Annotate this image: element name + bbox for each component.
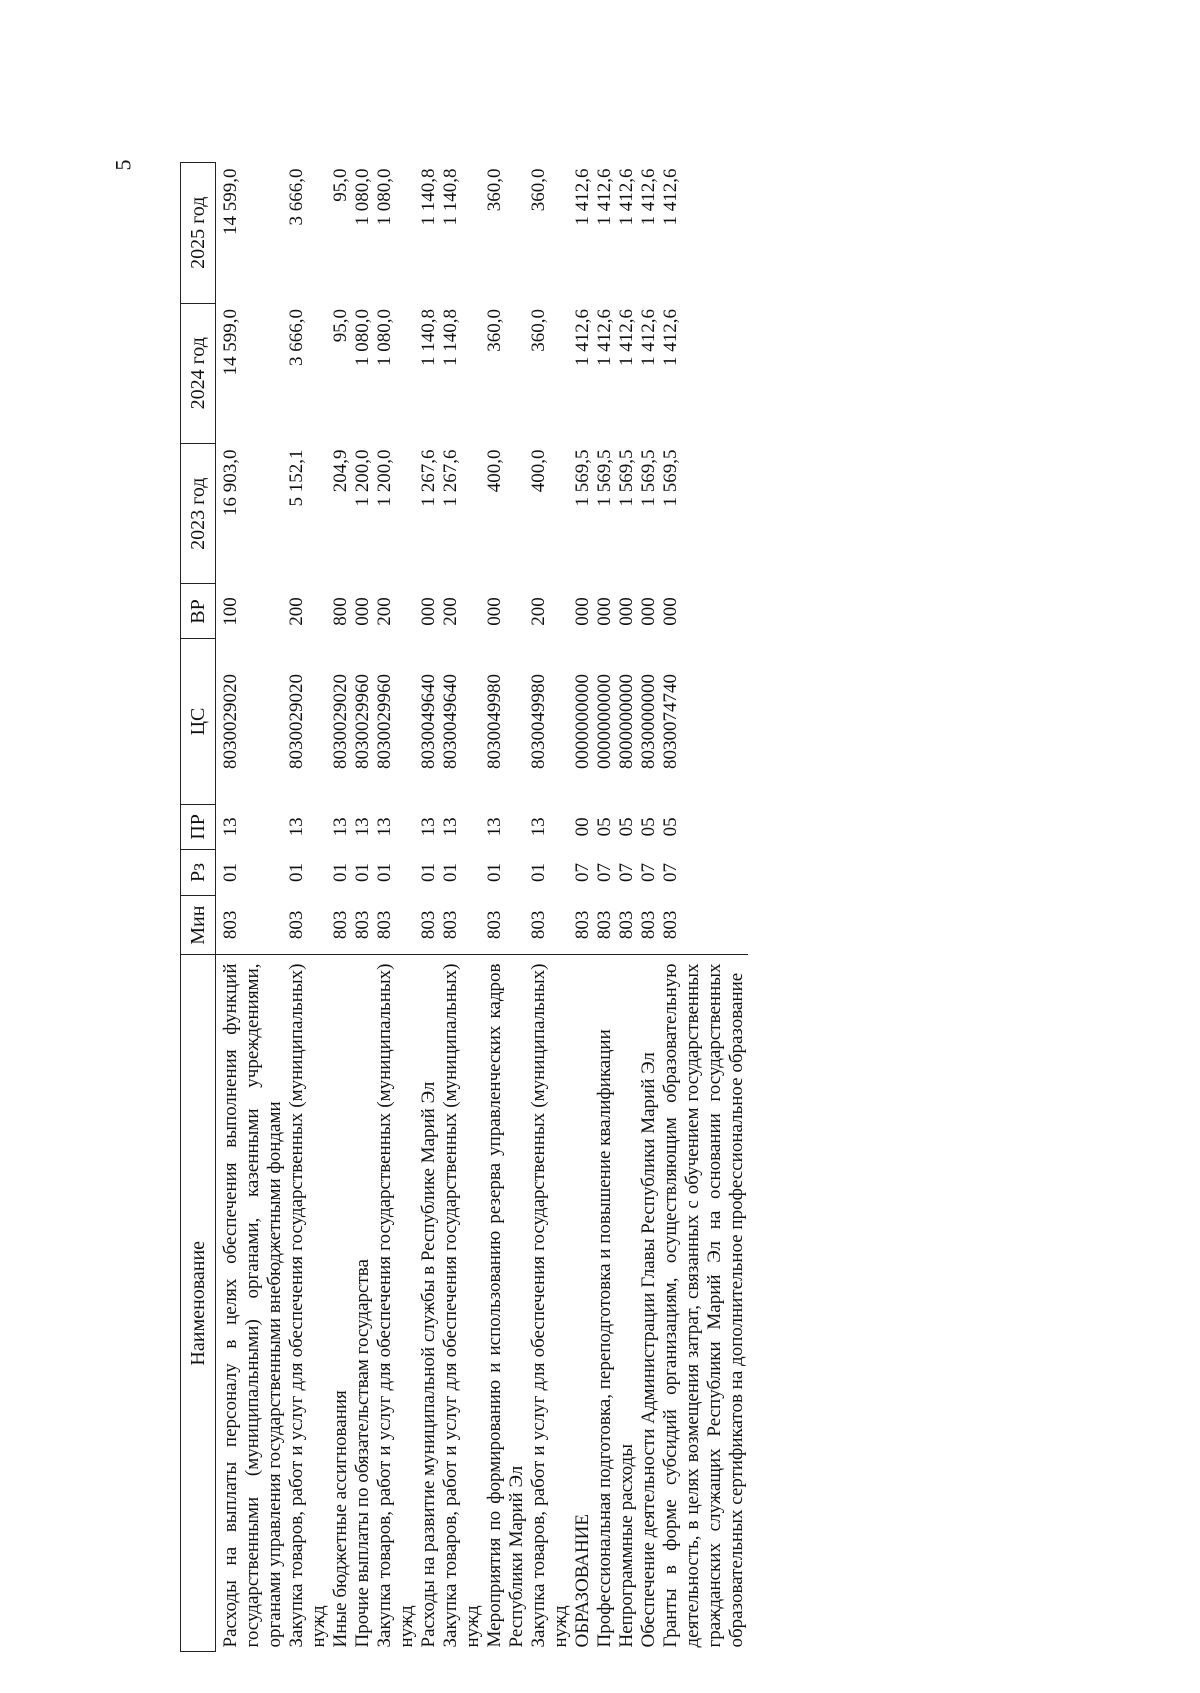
row-2025: 1 140,8 — [440, 168, 461, 226]
row-name: Непрограммные расходы — [616, 955, 638, 1652]
row-2025: 1 140,8 — [418, 168, 439, 226]
row-rz: 01 — [528, 863, 549, 882]
row-rz: 01 — [418, 863, 439, 882]
row-min: 803 — [572, 910, 593, 940]
row-2024: 14 599,0 — [220, 309, 241, 376]
row-cs: 8030049980 — [528, 674, 549, 770]
row-vr: 000 — [352, 597, 373, 626]
row-2023: 5 152,1 — [286, 449, 307, 507]
row-2025: 1 412,6 — [616, 168, 637, 226]
row-min: 803 — [418, 910, 439, 940]
row-rz: 01 — [440, 863, 461, 882]
table-row — [330, 163, 352, 1652]
table-row — [440, 163, 484, 1652]
row-pr: 05 — [594, 817, 615, 837]
row-2023: 1 267,6 — [418, 449, 439, 507]
row-2023: 1 569,5 — [594, 449, 615, 507]
header-vr: ВР — [181, 584, 216, 639]
row-2025: 1 412,6 — [572, 168, 593, 226]
row-vr: 000 — [616, 597, 637, 626]
table-row — [572, 163, 594, 1652]
header-pr: ПР — [181, 804, 216, 850]
row-2025: 360,0 — [528, 168, 549, 212]
row-pr: 13 — [418, 817, 439, 837]
row-2023: 1 200,0 — [374, 449, 395, 507]
row-2024: 1 412,6 — [660, 309, 681, 367]
table-header-row — [181, 163, 216, 1652]
row-2024: 1 412,6 — [594, 309, 615, 367]
row-name: Гранты в форме субсидий организациям, осуществляющим образовательную деятельность, в целях возмещения затрат, связанных с обучением государственных гражданских служащих Республики Марий Эл на основании государственных образовательных сертификатов на дополнительное профессиональное образование — [660, 955, 748, 1652]
row-rz: 07 — [594, 863, 615, 882]
table-row — [286, 163, 330, 1652]
row-cs: 8030074740 — [660, 674, 681, 770]
row-min: 803 — [352, 910, 373, 940]
row-2025: 95,0 — [330, 168, 351, 202]
row-cs: 8030049980 — [484, 674, 505, 770]
row-min: 803 — [638, 910, 659, 940]
row-pr: 13 — [528, 817, 549, 837]
header-rz: Рз — [181, 850, 216, 896]
table-row — [594, 163, 616, 1652]
row-min: 803 — [220, 910, 241, 940]
row-name: Расходы на выплаты персоналу в целях обеспечения выполнения функций государственными (муниципальными) органами, казенными учреждениями, органами управления государственными внебюджетными фондами — [216, 955, 287, 1652]
row-name: Закупка товаров, работ и услуг для обеспечения государственных (муниципальных) нужд — [440, 955, 484, 1652]
budget-table-wrapper — [180, 162, 960, 1652]
row-rz: 01 — [374, 863, 395, 882]
row-vr: 000 — [660, 597, 681, 626]
table-row — [660, 163, 748, 1652]
row-cs: 0000000000 — [572, 674, 593, 770]
table-row — [216, 163, 287, 1652]
table-row — [374, 163, 418, 1652]
row-2024: 1 412,6 — [638, 309, 659, 367]
row-vr: 200 — [440, 597, 461, 626]
row-2023: 1 569,5 — [660, 449, 681, 507]
row-pr: 00 — [572, 817, 593, 837]
row-2025: 360,0 — [484, 168, 505, 212]
row-2025: 1 412,6 — [638, 168, 659, 226]
row-vr: 000 — [638, 597, 659, 626]
row-min: 803 — [616, 910, 637, 940]
row-2025: 1 080,0 — [352, 168, 373, 226]
row-pr: 13 — [484, 817, 505, 837]
row-vr: 200 — [528, 597, 549, 626]
row-rz: 07 — [638, 863, 659, 882]
row-cs: 8030029020 — [220, 674, 241, 770]
row-name: Иные бюджетные ассигнования — [330, 955, 352, 1652]
header-name: Наименование — [181, 955, 216, 1652]
row-rz: 07 — [616, 863, 637, 882]
row-2023: 1 569,5 — [616, 449, 637, 507]
row-2023: 16 903,0 — [220, 449, 241, 516]
row-vr: 000 — [418, 597, 439, 626]
row-2024: 1 080,0 — [374, 309, 395, 367]
row-min: 803 — [286, 910, 307, 940]
row-name: ОБРАЗОВАНИЕ — [572, 955, 594, 1652]
page-number: 5 — [110, 159, 136, 171]
row-2023: 400,0 — [528, 449, 549, 493]
row-rz: 01 — [484, 863, 505, 882]
row-min: 803 — [374, 910, 395, 940]
row-name: Мероприятия по формированию и использованию резерва управленческих кадров Республики Марий Эл — [484, 955, 528, 1652]
row-2025: 3 666,0 — [286, 168, 307, 226]
row-rz: 01 — [352, 863, 373, 882]
row-pr: 13 — [286, 817, 307, 837]
row-cs: 0000000000 — [594, 674, 615, 770]
row-min: 803 — [594, 910, 615, 940]
row-2024: 1 412,6 — [572, 309, 593, 367]
header-cs: ЦС — [181, 639, 216, 804]
row-min: 803 — [440, 910, 461, 940]
row-vr: 200 — [374, 597, 395, 626]
row-2023: 1 569,5 — [572, 449, 593, 507]
header-2023: 2023 год — [181, 444, 216, 584]
row-cs: 8030049640 — [418, 674, 439, 770]
row-name: Расходы на развитие муниципальной службы в Республике Марий Эл — [418, 955, 440, 1652]
row-pr: 13 — [220, 817, 241, 837]
row-pr: 13 — [374, 817, 395, 837]
row-2024: 1 412,6 — [616, 309, 637, 367]
row-2024: 1 140,8 — [418, 309, 439, 367]
row-pr: 13 — [352, 817, 373, 837]
row-min: 803 — [528, 910, 549, 940]
row-pr: 05 — [616, 817, 637, 837]
row-2023: 400,0 — [484, 449, 505, 493]
row-rz: 01 — [330, 863, 351, 882]
header-2025: 2025 год — [181, 163, 216, 304]
row-cs: 8030029020 — [330, 674, 351, 770]
table-row — [638, 163, 660, 1652]
table-row — [352, 163, 374, 1652]
row-name: Обеспечение деятельности Администрации Главы Республики Марий Эл — [638, 955, 660, 1652]
row-cs: 8030049640 — [440, 674, 461, 770]
table-row — [528, 163, 572, 1652]
row-2023: 1 569,5 — [638, 449, 659, 507]
budget-table — [180, 162, 748, 1652]
header-min: Мин — [181, 895, 216, 955]
row-2024: 360,0 — [484, 309, 505, 352]
row-2024: 3 666,0 — [286, 309, 307, 367]
row-vr: 200 — [286, 597, 307, 626]
table-row — [484, 163, 528, 1652]
row-cs: 8030029960 — [352, 674, 373, 770]
row-rz: 07 — [660, 863, 681, 882]
row-vr: 000 — [572, 597, 593, 626]
row-min: 803 — [484, 910, 505, 940]
row-name: Прочие выплаты по обязательствам государства — [352, 955, 374, 1652]
row-name: Закупка товаров, работ и услуг для обеспечения государственных (муниципальных) нужд — [286, 955, 330, 1652]
table-row — [418, 163, 440, 1652]
row-2024: 1 140,8 — [440, 309, 461, 367]
row-rz: 01 — [286, 863, 307, 882]
row-cs: 8030029020 — [286, 674, 307, 770]
row-2023: 1 267,6 — [440, 449, 461, 507]
row-vr: 100 — [220, 597, 241, 626]
row-rz: 01 — [220, 863, 241, 882]
row-2025: 14 599,0 — [220, 168, 241, 235]
row-name: Закупка товаров, работ и услуг для обеспечения государственных (муниципальных) нужд — [374, 955, 418, 1652]
row-2024: 1 080,0 — [352, 309, 373, 367]
row-min: 803 — [330, 910, 351, 940]
row-cs: 8030029960 — [374, 674, 395, 770]
row-pr: 05 — [638, 817, 659, 837]
header-2024: 2024 год — [181, 303, 216, 443]
row-min: 803 — [660, 910, 681, 940]
row-cs: 8030000000 — [638, 674, 659, 770]
row-2025: 1 412,6 — [594, 168, 615, 226]
row-vr: 800 — [330, 597, 351, 626]
row-2025: 1 080,0 — [374, 168, 395, 226]
row-pr: 13 — [330, 817, 351, 837]
table-row — [616, 163, 638, 1652]
row-name: Профессиональная подготовка, переподготовка и повышение квалификации — [594, 955, 616, 1652]
row-pr: 13 — [440, 817, 461, 837]
row-2025: 1 412,6 — [660, 168, 681, 226]
row-cs: 8000000000 — [616, 674, 637, 770]
row-rz: 07 — [572, 863, 593, 882]
row-2023: 1 200,0 — [352, 449, 373, 507]
row-vr: 000 — [594, 597, 615, 626]
row-2024: 95,0 — [330, 309, 351, 343]
row-2024: 360,0 — [528, 309, 549, 352]
row-pr: 05 — [660, 817, 681, 837]
row-2023: 204,9 — [330, 449, 351, 493]
row-name: Закупка товаров, работ и услуг для обеспечения государственных (муниципальных) нужд — [528, 955, 572, 1652]
row-vr: 000 — [484, 597, 505, 626]
